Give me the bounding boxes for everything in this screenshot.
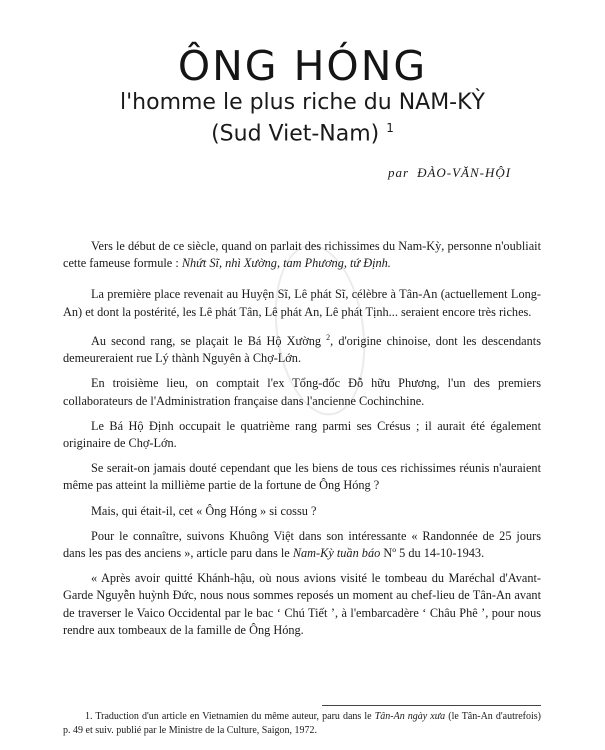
paragraph-8-end: Nº 5 du 14-10-1943. <box>380 545 485 560</box>
paragraph-3 <box>63 329 541 368</box>
footnote-ref-1[interactable]: 1 <box>386 121 394 135</box>
author-line <box>388 165 511 181</box>
article-title: ÔNG HÓNG <box>177 42 428 90</box>
author-prefix: par <box>388 165 410 180</box>
footnote-1-book-title: Tân-An ngày xưa <box>374 711 446 722</box>
paragraph-3-start: Au second rang, se plaçait le Bá Hộ Xường <box>91 333 321 348</box>
journal-title: Nam-Kỳ tuần báo <box>292 545 381 560</box>
footnote-1-end: (le Tân-An d'autrefois) p. 49 et suiv. publié par le Ministre de la Culture, Saigon, 1972. <box>63 711 541 736</box>
paragraph-8 <box>63 528 541 562</box>
article-subtitle-region <box>0 121 605 146</box>
paragraph-3-end: , d'origine chinoise, dont les descendants demeureraient rue Lý thành Nguyên à Chợ-Lớn. <box>63 333 541 366</box>
paragraph-6: Se serait-on jamais douté cependant que les biens de tous ces richissimes réunis n'auraient même pas atteint la millième partie de la fortune de Ông Hóng ? <box>63 461 541 493</box>
footnote-divider <box>322 705 541 706</box>
paragraph-4: En troisième lieu, on comptait l'ex Tổng-đốc Đỗ hữu Phương, l'un des premiers collaborateurs de l'Administration française dans l'ancienne Cochinchine. <box>63 376 541 408</box>
subtitle-region-text: (Sud Viet-Nam) <box>211 121 380 147</box>
paragraph-5: Le Bá Hộ Định occupait le quatrième rang parmi ses Crésus ; il aurait été également originaire de Chợ-Lớn. <box>63 418 541 450</box>
footnote-1 <box>63 710 541 737</box>
paragraph-7: Mais, qui était-il, cet « Ông Hóng » si cossu ? <box>91 503 317 518</box>
paragraph-1-text: Vers le début de ce siècle, quand on parlait des richissimes du Nam-Kỳ, personne n'oubliait cette fameuse formule : <box>63 239 541 271</box>
footnote-ref-2[interactable]: 2 <box>326 332 331 342</box>
paragraph-1 <box>63 238 541 272</box>
article-body <box>63 238 541 647</box>
saying-formula: Nhứt Sĩ, nhì Xường, tam Phương, tứ Định. <box>181 256 391 271</box>
footnote-1-start: 1. Traduction d'un article en Vietnamien du même auteur, paru dans le <box>85 711 375 722</box>
footnotes <box>63 710 541 737</box>
paragraph-2: La première place revenait au Huyện Sĩ, Lê phát Sĩ, célèbre à Tân-An (actuellement Long-An) et dont la postérité, les Lê phát Tân, Lê phát An, Lê phát Tịnh... seraient encore très riches. <box>63 287 541 319</box>
paragraph-8-start: Pour le connaître, suivons Khuông Việt dans son intéressante « Randonnée de 25 jours dans les pas des anciens », article paru dans le <box>63 528 541 560</box>
article-subtitle: l'homme le plus riche du NAM-KỲ <box>120 90 485 115</box>
author-name: ĐÀO-VĂN-HỘI <box>417 165 512 180</box>
paragraph-9: « Après avoir quitté Khánh-hậu, où nous avions visité le tombeau du Maréchal d'Avant-Garde Nguyễn huỳnh Đức, nous nous sommes reposés un moment au chef-lieu de Tân-An avant de traverser le Vaico Occidental par le bac ‘ Chú Tiết ’, à l'embarcadère ‘ Châu Phê ’, pour nous rendre aux tombeaux de la famille de Ông Hóng. <box>63 571 541 637</box>
